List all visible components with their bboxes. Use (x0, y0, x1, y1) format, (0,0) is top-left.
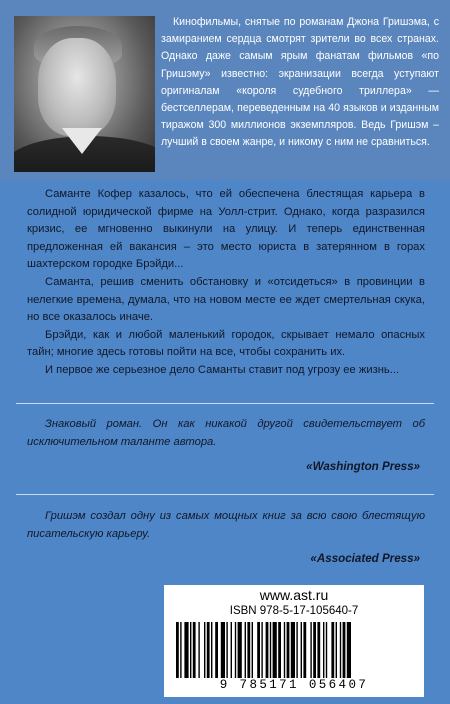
book-annotation (27, 186, 425, 380)
divider (16, 494, 434, 495)
review-source: «Associated Press» (310, 552, 420, 565)
publisher-url: www.ast.ru (259, 587, 329, 603)
annotation-paragraph: Саманте Кофер казалось, что ей обеспечена блестящая карьера в солидной юридической фирме на Уолл-стрит. Однако, когда разразился кризис, ее мгновенно выкинули на улицу. И теперь единственная предложенная ей вакансия – это место юриста в затерянном в горах шахтерском городке Брэйди... (27, 188, 425, 271)
annotation-paragraph: Саманта, решив сменить обстановку и «отсидеться» в провинции в нелегкие времена, думала, что на новом месте ее ждет смертельная скука, но все оказалось иначе. (27, 275, 425, 324)
barcode-digits: 9 785171 056407 (219, 678, 369, 692)
author-photo (14, 16, 155, 172)
author-intro-text: Кинофильмы, снятые по романам Джона Гришэма, с замиранием сердца смотрят зрители во всех странах. Однако даже самым ярым фанатам фильмов «по Гришэму» известно: экранизации всегда уступают оригиналам «короля судебного триллера» — бестселлерам, переведенным на 40 языков и изданным тиражом 300 миллионов экземпляров. Ведь Гришэм – лучший в своем жанре, и никому с ним не сравниться. (161, 16, 439, 149)
review-quote: Знаковый роман. Он как никакой другой свидетельствует об исключительном таланте автора. (27, 418, 425, 448)
annotation-paragraph: Брэйди, как и любой маленький городок, скрывает немало опасных тайн; многие здесь готовы пойти на все, чтобы сохранить их. (27, 328, 425, 359)
review-source: «Washington Press» (306, 460, 420, 473)
author-panel (0, 0, 450, 180)
annotation-paragraph: И первое же серьезное дело Саманты ставит под угрозу ее жизнь... (45, 363, 400, 376)
barcode-icon (174, 622, 414, 678)
review-quote: Гришэм создал одну из самых мощных книг за всю свою блестящую писательскую карьеру. (27, 510, 425, 540)
divider (16, 403, 434, 404)
isbn-text: ISBN 978-5-17-105640-7 (229, 605, 359, 617)
barcode-label (164, 585, 424, 697)
